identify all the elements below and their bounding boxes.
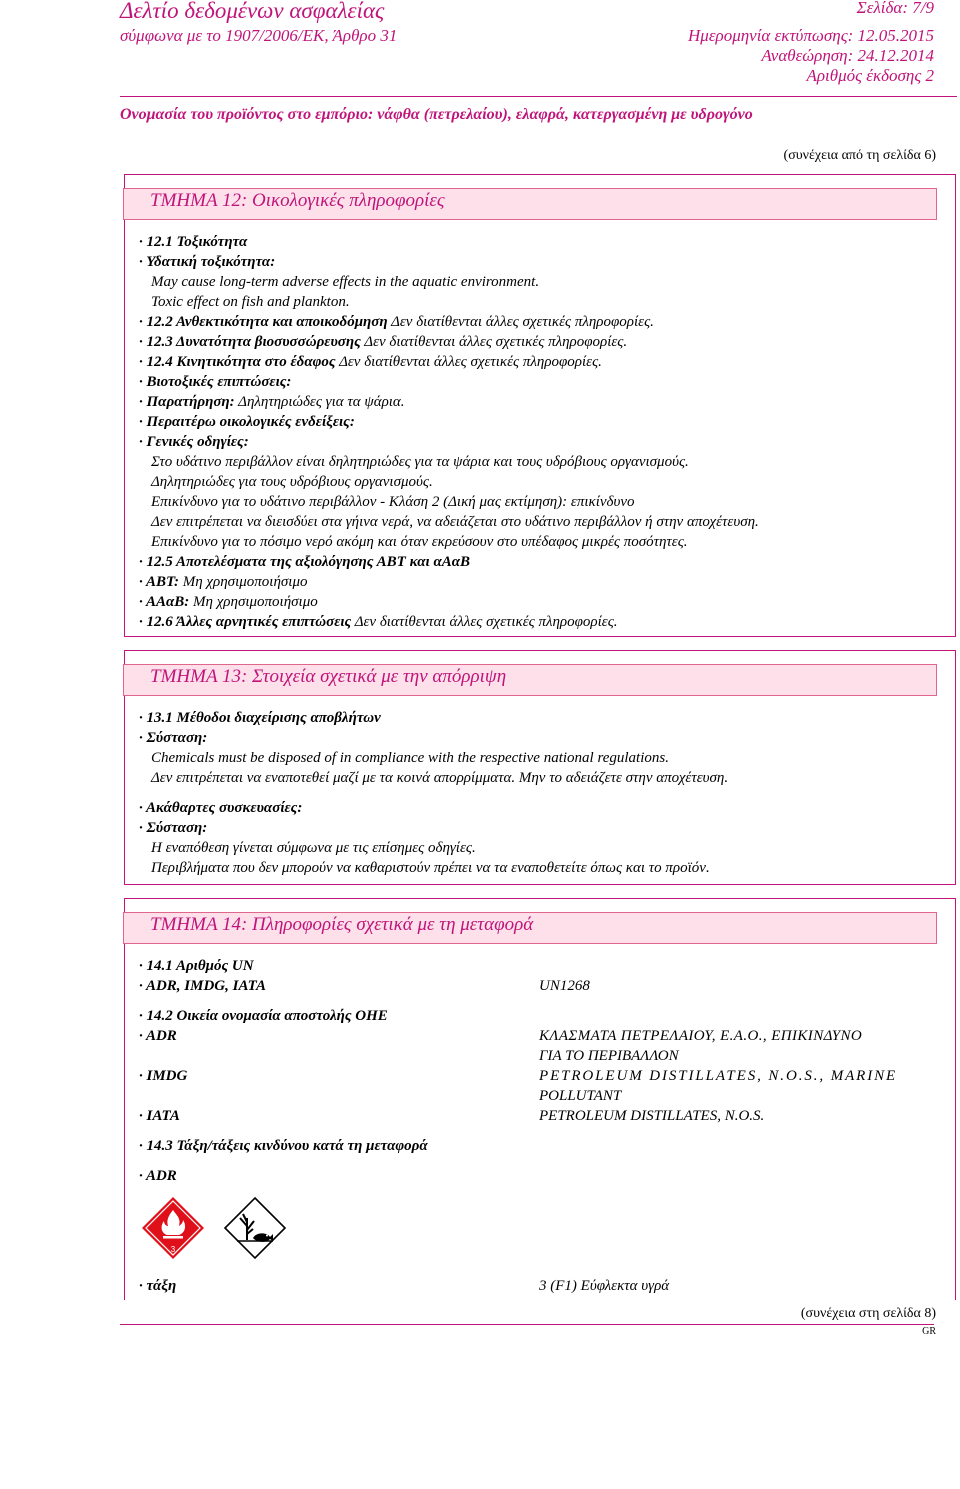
header-rule [120,96,957,97]
bioaccumulation-line: · 12.3 Δυνατότητα βιοσυσσώρευσης Δεν διατίθενται άλλες σχετικές πληροφορίες. [139,334,628,350]
imdg-shipping-name: PETROLEUM DISTILLATES, N.O.S., MARINE [539,1068,898,1084]
product-name: Ονομασία του προϊόντος στο εμπόριο: νάφθα (πετρελαίου), ελαφρά, κατεργασμένη με υδρογόνο [120,106,753,123]
adr-shipping-name: ΚΛΑΣΜΑΤΑ ΠΕΤΡΕΛΑΙΟΥ, Ε.Α.Ο., ΕΠΙΚΙΝΔΥΝΟ [539,1028,863,1044]
further-ecological-heading: · Περαιτέρω οικολογικές ενδείξεις: [139,414,355,430]
text-line: May cause long-term adverse effects in the aquatic environment. [151,274,540,290]
mobility-line: · 12.4 Κινητικότητα στο έδαφος Δεν διατίθενται άλλες σχετικές πληροφορίες. [139,354,602,370]
imdg-shipping-name-cont: POLLUTANT [539,1088,622,1104]
text-line: Δεν επιτρέπεται να διεισδύει στα γήινα νερά, να αδειάζεται στο υδάτινο περιβάλλον ή στην αποχέτευση. [151,514,759,530]
un-number-value: UN1268 [539,978,590,994]
general-notes-heading: · Γενικές οδηγίες: [139,434,249,450]
imdg-label: · IMDG [139,1068,188,1084]
remark-line: · Παρατήρηση: Δηλητηριώδες για τα ψάρια. [139,394,405,410]
text-line: Chemicals must be disposed of in compliance with the respective national regulations. [151,750,669,766]
section-13-heading [123,664,937,696]
adr-label: · ADR [139,1168,177,1184]
other-effects-line: · 12.6 Άλλες αρνητικές επιπτώσεις Δεν διατίθενται άλλες σχετικές πληροφορίες. [139,614,618,630]
un-number-heading: · 14.1 Αριθμός UN [139,958,254,974]
language-code: GR [922,1326,936,1337]
section-top-rule [125,650,955,651]
iata-label: · IATA [139,1108,180,1124]
text-line: Η εναπόθεση γίνεται σύμφωνα με τις επίσημες οδηγίες. [151,840,476,856]
vpvb-line: · ΑΑαΒ: Μη χρησιμοποιήσιμο [139,594,318,610]
toxicity-heading: · 12.1 Τοξικότητα [139,234,248,250]
text-line: Περιβλήματα που δεν μπορούν να καθαριστούν πρέπει να τα εναποθετείτε όπως και το προϊόν. [151,860,710,876]
pictogram-class-number: 3 [170,1245,176,1254]
recommendation-heading: · Σύσταση: [139,730,208,746]
section-title: ΤΜΗΜΑ 13: Στοιχεία σχετικά με την απόρριψη [150,666,507,687]
section-13 [124,650,956,885]
class-label: · τάξη [139,1278,177,1294]
text-line: Δηλητηριώδες για τους υδρόβιους οργανισμούς. [151,474,433,490]
continued-from: (συνέχεια από τη σελίδα 6) [783,148,936,163]
section-12 [124,174,956,637]
persistence-line: · 12.2 Ανθεκτικότητα και αποικοδόμηση Δεν διατίθενται άλλες σχετικές πληροφορίες. [139,314,654,330]
pbt-line: · ΑΒΤ: Μη χρησιμοποιήσιμο [139,574,308,590]
continued-to: (συνέχεια στη σελίδα 8) [800,1306,936,1321]
adr-label: · ADR [139,1028,177,1044]
flame-pictogram-icon [141,1196,205,1260]
section-top-rule [125,174,955,175]
waste-methods-heading: · 13.1 Μέθοδοι διαχείρισης αποβλήτων [139,710,381,726]
adr-shipping-name-cont: ΓΙΑ ΤΟ ΠΕΡΙΒΑΛΛΟΝ [539,1048,679,1064]
shipping-name-heading: · 14.2 Οικεία ονομασία αποστολής ΟΗΕ [139,1008,388,1024]
text-line: Δεν επιτρέπεται να εναποτεθεί μαζί με τα κοινά απορρίμματα. Μην το αδειάζετε στην αποχέτευση. [151,770,729,786]
iata-shipping-name: PETROLEUM DISTILLATES, N.O.S. [539,1108,765,1124]
uncleaned-packaging-heading: · Ακάθαρτες συσκευασίες: [139,800,303,816]
text-line: Επικίνδυνο για το πόσιμο νερό ακόμη και όταν εκρεύσουν στο υπέδαφος μικρές ποσότητες. [151,534,688,550]
section-14 [124,898,956,1300]
print-date: Ημερομηνία εκτύπωσης: 12.05.2015 [688,26,934,45]
section-12-heading [123,188,937,220]
revision-date: Αναθεώρηση: 24.12.2014 [761,46,934,65]
biotoxic-heading: · Βιοτοξικές επιπτώσεις: [139,374,292,390]
regulation-subtitle: σύμφωνα με το 1907/2006/ΕΚ, Άρθρο 31 [120,26,398,45]
aquatic-toxicity-heading: · Υδατική τοξικότητα: [139,254,276,270]
document-title: Δελτίο δεδομένων ασφαλείας [120,0,385,23]
version-number: Αριθμός έκδοσης 2 [806,66,934,85]
footer-rule [120,1324,934,1325]
text-line: Στο υδάτινο περιβάλλον είναι δηλητηριώδες για τα ψάρια και τους υδρόβιους οργανισμούς. [151,454,689,470]
transport-modes-label: · ADR, IMDG, IATA [139,978,266,994]
page-number: Σελίδα: 7/9 [856,0,934,17]
pbt-vpvb-heading: · 12.5 Αποτελέσματα της αξιολόγησης ΑΒΤ και αΑαΒ [139,554,471,570]
class-value: 3 (F1) Εύφλεκτα υγρά [539,1278,670,1294]
section-top-rule [125,898,955,899]
section-14-heading [123,912,937,944]
section-title: ΤΜΗΜΑ 14: Πληροφορίες σχετικά με τη μεταφορά [150,914,534,935]
section-title: ΤΜΗΜΑ 12: Οικολογικές πληροφορίες [150,190,445,211]
hazard-class-heading: · 14.3 Τάξη/τάξεις κινδύνου κατά τη μεταφορά [139,1138,428,1154]
text-line: Toxic effect on fish and plankton. [151,294,350,310]
recommendation-heading: · Σύσταση: [139,820,208,836]
environment-pictogram-icon [223,1196,287,1260]
text-line: Επικίνδυνο για το υδάτινο περιβάλλον - Κλάση 2 (Δική μας εκτίμηση): επικίνδυνο [151,494,635,510]
